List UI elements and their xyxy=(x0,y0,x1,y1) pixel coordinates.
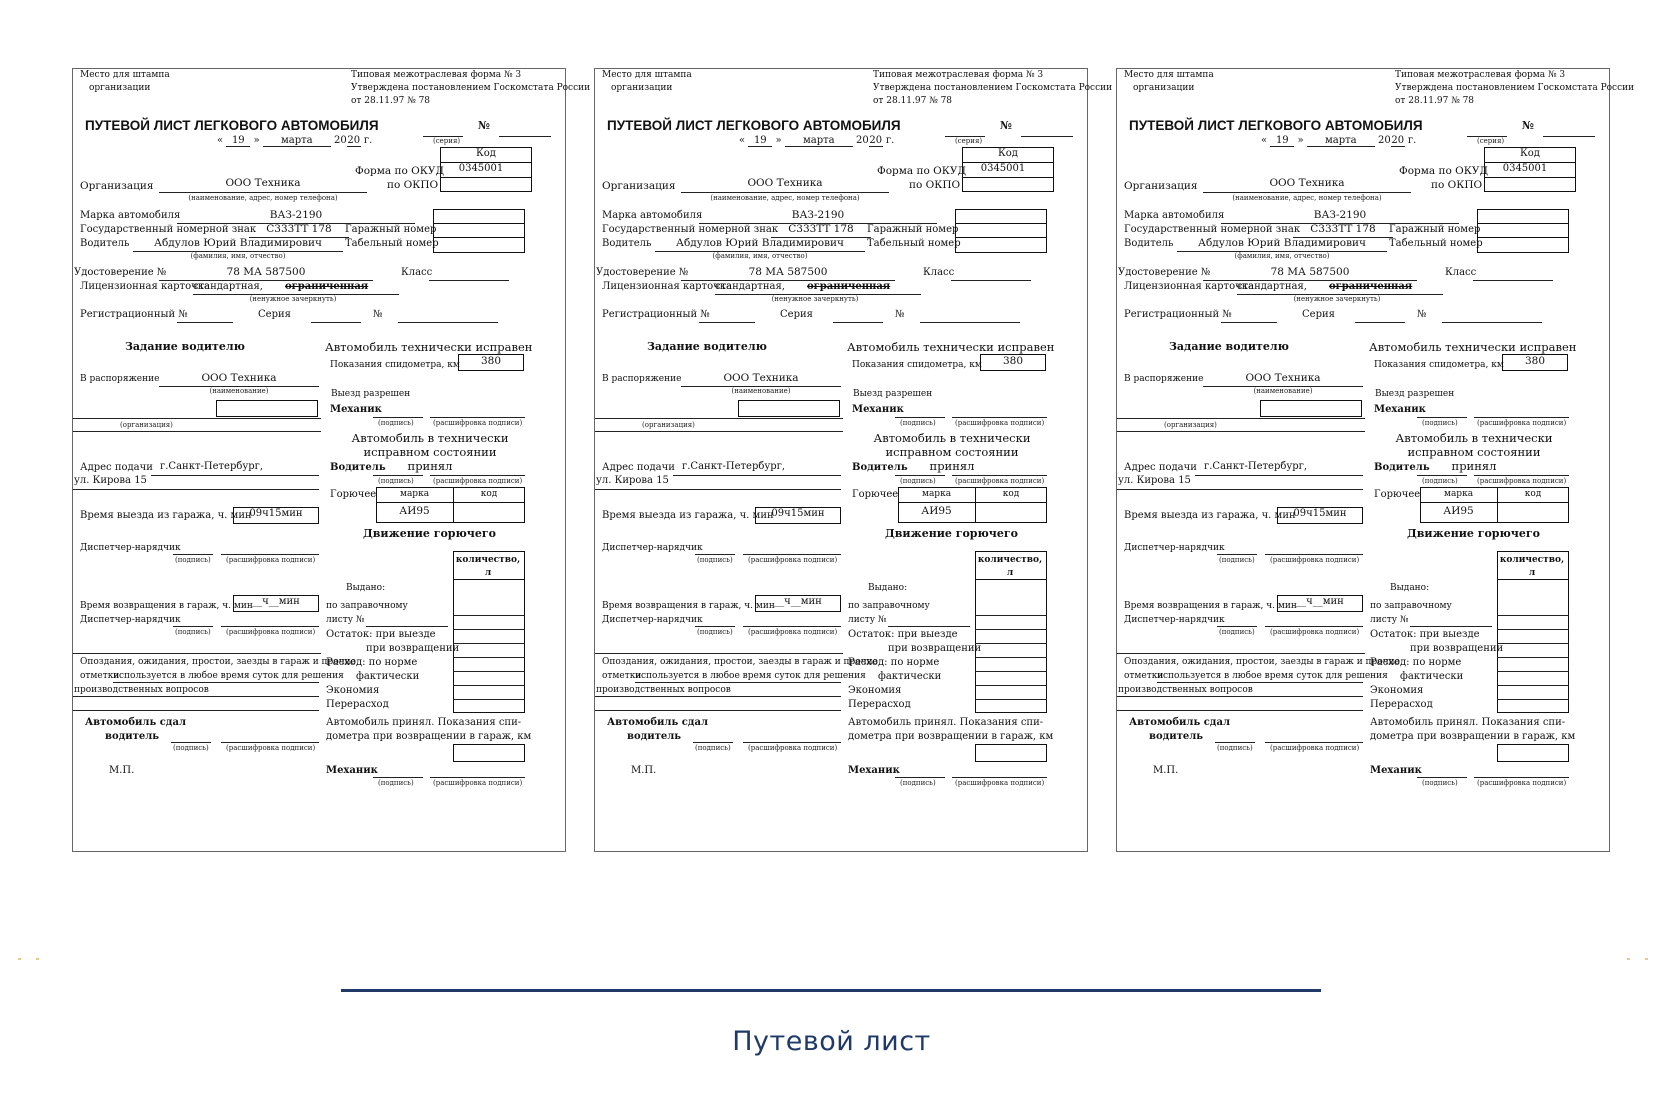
return-odometer-box xyxy=(1497,744,1569,762)
handed-driver-label: водитель xyxy=(105,731,160,742)
handed-label: Автомобиль сдал xyxy=(607,717,709,728)
fuel-label: Горючее xyxy=(330,489,377,500)
driver-label: Водитель xyxy=(602,238,652,249)
mechanic2-sign-decode-hint: (расшифровка подписи) xyxy=(1477,779,1567,787)
overrun-label: Перерасход xyxy=(848,699,911,710)
coupon-no-label: листу № xyxy=(1370,615,1409,625)
fuel-code-header: код xyxy=(480,489,498,499)
delays-value-2: производственных вопросов xyxy=(1118,685,1253,695)
strike-hint: (ненужное зачеркнуть) xyxy=(1293,295,1381,303)
mechanic2-sign-hint: (подпись) xyxy=(900,779,936,787)
by-coupon-label: по заправочному xyxy=(326,601,408,611)
consumption-label: Расход: по норме xyxy=(1370,657,1462,668)
mechanic-label: Механик xyxy=(852,404,904,415)
actual-label: фактически xyxy=(356,671,420,682)
mechanic2-sign-decode-hint: (расшифровка подписи) xyxy=(955,779,1045,787)
dispatcher-sign-decode-hint: (расшифровка подписи) xyxy=(1270,556,1360,564)
stamp-mp: М.П. xyxy=(109,765,135,776)
accepted-heading: Автомобиль в технически исправном состоянии принял xyxy=(873,431,1031,473)
dispatcher-sign-hint: (подпись) xyxy=(1219,556,1255,564)
strike-hint: (ненужное зачеркнуть) xyxy=(249,295,337,303)
car-codes-box xyxy=(1477,209,1569,253)
driver-label: Водитель xyxy=(80,238,130,249)
disposal-label: В распоряжение xyxy=(80,374,160,384)
disposal-box xyxy=(1260,400,1362,417)
dispatcher-sign-hint: (подпись) xyxy=(697,556,733,564)
disposal-value: ООО Техника xyxy=(201,372,277,384)
stamp-place: Место для штампа организации xyxy=(1124,70,1214,93)
org-hint-2: (организация) xyxy=(1164,421,1217,429)
lic-card-label: Лицензионная карточка xyxy=(80,281,210,292)
name-hint: (наименование) xyxy=(1253,387,1313,395)
fuel-brand-header: марка xyxy=(1443,489,1474,499)
org-label: Организация xyxy=(1124,180,1198,192)
driver-value: Абдулов Юрий Владимирович xyxy=(154,237,322,249)
exit-time-value: 09ч15мин xyxy=(249,508,303,519)
series-hint: (серия) xyxy=(1477,137,1505,145)
delays-label: Опоздания, ожидания, простои, заезды в гараж и прочие xyxy=(80,657,357,667)
mechanic-label-2: Механик xyxy=(1370,765,1422,776)
fuel-brand-header: марка xyxy=(921,489,952,499)
tech-ok-label: Автомобиль технически исправен xyxy=(1369,340,1577,354)
handed-sign-hint: (подпись) xyxy=(173,744,209,752)
exit-time-value: 09ч15мин xyxy=(1293,508,1347,519)
coupon-no-label: листу № xyxy=(848,615,887,625)
class-label: Класс xyxy=(1445,267,1477,278)
series-label: Серия xyxy=(1302,309,1335,320)
car-value: ВАЗ-2190 xyxy=(791,209,845,221)
overrun-label: Перерасход xyxy=(1370,699,1433,710)
overrun-label: Перерасход xyxy=(326,699,389,710)
car-label: Марка автомобиля xyxy=(80,210,181,221)
okud-value: 0345001 xyxy=(1502,163,1548,174)
fuel-brand-value: АИ95 xyxy=(921,505,952,517)
license-value: 78 МА 587500 xyxy=(1270,266,1350,278)
remain-label: Остаток: при выезде xyxy=(326,629,436,640)
delays-label: Опоздания, ожидания, простои, заезды в гараж и прочие xyxy=(1124,657,1401,667)
form-header-info: Типовая межотраслевая форма № 3 Утверждена постановлением Госкомстата России от 28.11.97 № 78 xyxy=(1395,70,1635,106)
edge-dot-right xyxy=(1645,958,1648,960)
disposal-label: В распоряжение xyxy=(1124,374,1204,384)
garage-number-label: Гаражный номер xyxy=(345,224,437,235)
org-label: Организация xyxy=(80,180,154,192)
coupon-no-label: листу № xyxy=(326,615,365,625)
odometer-value: 380 xyxy=(480,355,502,367)
exit-allowed-label: Выезд разрешен xyxy=(853,389,933,399)
lic-card-standard: стандартная, xyxy=(715,281,785,292)
driver-sign-hint: (подпись) xyxy=(378,477,414,485)
fuel-label: Горючее xyxy=(852,489,899,500)
issued-label: Выдано: xyxy=(346,583,386,593)
class-label: Класс xyxy=(923,267,955,278)
org-hint-2: (организация) xyxy=(642,421,695,429)
handed-sign-decode-hint: (расшифровка подписи) xyxy=(1270,744,1360,752)
dispatcher2-sign-hint: (подпись) xyxy=(175,628,211,636)
lic-card-limited: ограниченная xyxy=(1329,281,1413,292)
economy-label: Экономия xyxy=(848,685,902,696)
received-label-2: дометра при возвращении в гараж, км xyxy=(848,731,1054,742)
exit-time-label: Время выезда из гаража, ч. мин xyxy=(80,510,252,521)
by-coupon-label: по заправочному xyxy=(848,601,930,611)
return-time-value: __ч__мин xyxy=(252,596,300,607)
dispatcher-label-2: Диспетчер-нарядчик xyxy=(1124,615,1225,625)
driver-value: Абдулов Юрий Владимирович xyxy=(676,237,844,249)
odometer-label: Показания спидометра, км xyxy=(330,360,460,370)
car-label: Марка автомобиля xyxy=(1124,210,1225,221)
return-time-label: Время возвращения в гараж, ч. мин xyxy=(80,601,253,611)
odometer-value: 380 xyxy=(1002,355,1024,367)
driver-sig-label: Водитель xyxy=(852,462,908,473)
fio-hint: (фамилия, имя, отчество) xyxy=(712,252,808,260)
tech-ok-label: Автомобиль технически исправен xyxy=(847,340,1055,354)
handed-sign-hint: (подпись) xyxy=(695,744,731,752)
car-codes-box xyxy=(433,209,525,253)
handed-driver-label: водитель xyxy=(627,731,682,742)
received-label: Автомобиль принял. Показания спи- xyxy=(326,717,522,728)
return-time-value: __ч__мин xyxy=(774,596,822,607)
received-label-2: дометра при возвращении в гараж, км xyxy=(1370,731,1576,742)
fuel-code-header: код xyxy=(1524,489,1542,499)
series-label: Серия xyxy=(258,309,291,320)
received-label-2: дометра при возвращении в гараж, км xyxy=(326,731,532,742)
license-label: Удостоверение № xyxy=(1118,267,1211,278)
stamp-place: Место для штампа организации xyxy=(80,70,170,93)
fio-hint: (фамилия, имя, отчество) xyxy=(1234,252,1330,260)
org-label: Организация xyxy=(602,180,676,192)
fuel-movement-heading: Движение горючего xyxy=(885,527,1018,540)
exit-allowed-label: Выезд разрешен xyxy=(331,389,411,399)
form-title: ПУТЕВОЙ ЛИСТ ЛЕГКОВОГО АВТОМОБИЛЯ xyxy=(85,118,379,133)
dispatcher2-sign-decode-hint: (расшифровка подписи) xyxy=(1270,628,1360,636)
form-date: « 19 » марта 2020 г. xyxy=(217,135,373,146)
issued-label: Выдано: xyxy=(1390,583,1430,593)
dispatcher2-sign-decode-hint: (расшифровка подписи) xyxy=(226,628,316,636)
tab-number-label: Табельный номер xyxy=(867,238,961,249)
okud-value: 0345001 xyxy=(980,163,1026,174)
disposal-box xyxy=(216,400,318,417)
edge-dot-left xyxy=(36,958,39,960)
received-label: Автомобиль принял. Показания спи- xyxy=(848,717,1044,728)
fuel-brand-value: АИ95 xyxy=(1443,505,1474,517)
consumption-label: Расход: по норме xyxy=(326,657,418,668)
plate-value: С333ТТ 178 xyxy=(788,223,854,235)
by-coupon-label: по заправочному xyxy=(1370,601,1452,611)
handed-sign-hint: (подпись) xyxy=(1217,744,1253,752)
fuel-movement-heading: Движение горючего xyxy=(363,527,496,540)
okud-value: 0345001 xyxy=(458,163,504,174)
form-title: ПУТЕВОЙ ЛИСТ ЛЕГКОВОГО АВТОМОБИЛЯ xyxy=(1129,118,1423,133)
address-label: Адрес подачи xyxy=(602,462,675,473)
exit-allowed-label: Выезд разрешен xyxy=(1375,389,1455,399)
address-value: г.Санкт-Петербург, xyxy=(1204,461,1308,472)
waybill-form xyxy=(594,68,1113,852)
fio-hint: (фамилия, имя, отчество) xyxy=(190,252,286,260)
dispatcher-sign-decode-hint: (расшифровка подписи) xyxy=(226,556,316,564)
form-date: « 19 » марта 2020 г. xyxy=(1261,135,1417,146)
odometer-label: Показания спидометра, км xyxy=(852,360,982,370)
address-value: г.Санкт-Петербург, xyxy=(682,461,786,472)
tab-number-label: Табельный номер xyxy=(345,238,439,249)
mechanic-sign-hint: (подпись) xyxy=(900,419,936,427)
okpo-label: по ОКПО xyxy=(387,179,439,191)
garage-number-label: Гаражный номер xyxy=(1389,224,1481,235)
odometer-value: 380 xyxy=(1524,355,1546,367)
number-sign: № xyxy=(1000,119,1012,132)
name-hint: (наименование) xyxy=(731,387,791,395)
delays-value-2: производственных вопросов xyxy=(74,685,209,695)
dispatcher2-sign-hint: (подпись) xyxy=(697,628,733,636)
dispatcher-label: Диспетчер-нарядчик xyxy=(80,543,181,553)
plate-label: Государственный номерной знак xyxy=(80,224,257,235)
car-codes-box xyxy=(955,209,1047,253)
series-hint: (серия) xyxy=(955,137,983,145)
code-header: Код xyxy=(1520,148,1540,159)
handed-driver-label: водитель xyxy=(1149,731,1204,742)
waybill-form xyxy=(1116,68,1635,852)
exit-time-label: Время выезда из гаража, ч. мин xyxy=(1124,510,1296,521)
org-hint-2: (организация) xyxy=(120,421,173,429)
economy-label: Экономия xyxy=(326,685,380,696)
driver-sig-label: Водитель xyxy=(1374,462,1430,473)
form-header-info: Типовая межотраслевая форма № 3 Утверждена постановлением Госкомстата России от 28.11.97 № 78 xyxy=(351,70,591,106)
lic-card-label: Лицензионная карточка xyxy=(1124,281,1254,292)
driver-sign-decode-hint: (расшифровка подписи) xyxy=(1477,477,1567,485)
handed-sign-decode-hint: (расшифровка подписи) xyxy=(748,744,838,752)
name-hint: (наименование) xyxy=(209,387,269,395)
quantity-header: количество, л xyxy=(455,555,521,578)
dispatcher-label-2: Диспетчер-нарядчик xyxy=(80,615,181,625)
delays-value: используется в любое время суток для решения xyxy=(1157,671,1388,681)
org-value: ООО Техника xyxy=(1269,177,1345,189)
disposal-value: ООО Техника xyxy=(723,372,799,384)
handed-label: Автомобиль сдал xyxy=(1129,717,1231,728)
org-hint: (наименование, адрес, номер телефона) xyxy=(710,194,860,202)
tech-ok-label: Автомобиль технически исправен xyxy=(325,340,533,354)
accepted-heading: Автомобиль в технически исправном состоянии принял xyxy=(351,431,509,473)
org-value: ООО Техника xyxy=(225,177,301,189)
mechanic2-sign-hint: (подпись) xyxy=(1422,779,1458,787)
disposal-value: ООО Техника xyxy=(1245,372,1321,384)
mechanic2-sign-hint: (подпись) xyxy=(378,779,414,787)
delays-label: Опоздания, ожидания, простои, заезды в гараж и прочие xyxy=(602,657,879,667)
plate-label: Государственный номерной знак xyxy=(602,224,779,235)
edge-dot-left xyxy=(18,958,21,960)
stamp-mp: М.П. xyxy=(631,765,657,776)
org-hint: (наименование, адрес, номер телефона) xyxy=(188,194,338,202)
car-label: Марка автомобиля xyxy=(602,210,703,221)
driver-sign-decode-hint: (расшифровка подписи) xyxy=(955,477,1045,485)
code-header: Код xyxy=(998,148,1018,159)
car-value: ВАЗ-2190 xyxy=(269,209,323,221)
okud-label: Форма по ОКУД xyxy=(877,165,967,177)
return-time-label: Время возвращения в гараж, ч. мин xyxy=(1124,601,1297,611)
form-header-info: Типовая межотраслевая форма № 3 Утверждена постановлением Госкомстата России от 28.11.97 № 78 xyxy=(873,70,1113,106)
remain-label: Остаток: при выезде xyxy=(1370,629,1480,640)
stamp-mp: М.П. xyxy=(1153,765,1179,776)
return-odometer-box xyxy=(453,744,525,762)
strike-hint: (ненужное зачеркнуть) xyxy=(771,295,859,303)
delays-marks: отметки xyxy=(602,671,642,681)
actual-label: фактически xyxy=(1400,671,1464,682)
series-label: Серия xyxy=(780,309,813,320)
address-label: Адрес подачи xyxy=(80,462,153,473)
okud-label: Форма по ОКУД xyxy=(1399,165,1489,177)
consumption-label: Расход: по норме xyxy=(848,657,940,668)
driver-sign-hint: (подпись) xyxy=(1422,477,1458,485)
mechanic-sign-hint: (подпись) xyxy=(378,419,414,427)
fuel-brand-header: марка xyxy=(399,489,430,499)
car-value: ВАЗ-2190 xyxy=(1313,209,1367,221)
address-label: Адрес подачи xyxy=(1124,462,1197,473)
reg-no-label: № xyxy=(895,309,905,320)
mechanic-sign-decode-hint: (расшифровка подписи) xyxy=(955,419,1045,427)
lic-card-standard: стандартная, xyxy=(1237,281,1307,292)
caption-divider xyxy=(341,989,1321,992)
quantity-header: количество, л xyxy=(1499,555,1565,578)
okpo-label: по ОКПО xyxy=(1431,179,1483,191)
plate-label: Государственный номерной знак xyxy=(1124,224,1301,235)
address-value-2: ул. Кирова 15 xyxy=(1118,475,1191,486)
reg-label: Регистрационный № xyxy=(80,309,188,320)
plate-value: С333ТТ 178 xyxy=(1310,223,1376,235)
remain-return-label: при возвращении xyxy=(366,643,460,654)
fuel-label: Горючее xyxy=(1374,489,1421,500)
waybill-form xyxy=(72,68,591,852)
dispatcher-label-2: Диспетчер-нарядчик xyxy=(602,615,703,625)
fuel-code-header: код xyxy=(1002,489,1020,499)
license-label: Удостоверение № xyxy=(596,267,689,278)
form-date: « 19 » марта 2020 г. xyxy=(739,135,895,146)
license-value: 78 МА 587500 xyxy=(226,266,306,278)
okpo-label: по ОКПО xyxy=(909,179,961,191)
handed-label: Автомобиль сдал xyxy=(85,717,187,728)
reg-label: Регистрационный № xyxy=(602,309,710,320)
task-heading: Задание водителю xyxy=(125,340,245,353)
disposal-label: В распоряжение xyxy=(602,374,682,384)
lic-card-standard: стандартная, xyxy=(193,281,263,292)
address-value-2: ул. Кирова 15 xyxy=(74,475,147,486)
mechanic-label: Механик xyxy=(330,404,382,415)
delays-value: используется в любое время суток для решения xyxy=(635,671,866,681)
fuel-movement-heading: Движение горючего xyxy=(1407,527,1540,540)
stamp-place: Место для штампа организации xyxy=(602,70,692,93)
return-odometer-box xyxy=(975,744,1047,762)
mechanic2-sign-decode-hint: (расшифровка подписи) xyxy=(433,779,523,787)
okud-label: Форма по ОКУД xyxy=(355,165,445,177)
remain-return-label: при возвращении xyxy=(1410,643,1504,654)
handed-sign-decode-hint: (расшифровка подписи) xyxy=(226,744,316,752)
reg-no-label: № xyxy=(1417,309,1427,320)
driver-value: Абдулов Юрий Владимирович xyxy=(1198,237,1366,249)
number-sign: № xyxy=(1522,119,1534,132)
dispatcher-sign-decode-hint: (расшифровка подписи) xyxy=(748,556,838,564)
return-time-label: Время возвращения в гараж, ч. мин xyxy=(602,601,775,611)
dispatcher-label: Диспетчер-нарядчик xyxy=(602,543,703,553)
delays-marks: отметки xyxy=(80,671,120,681)
delays-value-2: производственных вопросов xyxy=(596,685,731,695)
remain-label: Остаток: при выезде xyxy=(848,629,958,640)
return-time-value: __ч__мин xyxy=(1296,596,1344,607)
org-hint: (наименование, адрес, номер телефона) xyxy=(1232,194,1382,202)
lic-card-limited: ограниченная xyxy=(807,281,891,292)
received-label: Автомобиль принял. Показания спи- xyxy=(1370,717,1566,728)
dispatcher2-sign-decode-hint: (расшифровка подписи) xyxy=(748,628,838,636)
reg-label: Регистрационный № xyxy=(1124,309,1232,320)
mechanic-label: Механик xyxy=(1374,404,1426,415)
dispatcher-label: Диспетчер-нарядчик xyxy=(1124,543,1225,553)
odometer-label: Показания спидометра, км xyxy=(1374,360,1504,370)
delays-value: используется в любое время суток для решения xyxy=(113,671,344,681)
page-caption: Путевой лист xyxy=(732,1026,931,1057)
disposal-box xyxy=(738,400,840,417)
reg-no-label: № xyxy=(373,309,383,320)
economy-label: Экономия xyxy=(1370,685,1424,696)
remain-return-label: при возвращении xyxy=(888,643,982,654)
plate-value: С333ТТ 178 xyxy=(266,223,332,235)
driver-sign-decode-hint: (расшифровка подписи) xyxy=(433,477,523,485)
delays-marks: отметки xyxy=(1124,671,1164,681)
mechanic-sign-decode-hint: (расшифровка подписи) xyxy=(1477,419,1567,427)
form-title: ПУТЕВОЙ ЛИСТ ЛЕГКОВОГО АВТОМОБИЛЯ xyxy=(607,118,901,133)
accepted-heading: Автомобиль в технически исправном состоянии принял xyxy=(1395,431,1553,473)
task-heading: Задание водителю xyxy=(1169,340,1289,353)
lic-card-label: Лицензионная карточка xyxy=(602,281,732,292)
driver-sig-label: Водитель xyxy=(330,462,386,473)
license-label: Удостоверение № xyxy=(74,267,167,278)
quantity-header: количество, л xyxy=(977,555,1043,578)
mechanic-label-2: Механик xyxy=(326,765,378,776)
dispatcher-sign-hint: (подпись) xyxy=(175,556,211,564)
dispatcher2-sign-hint: (подпись) xyxy=(1219,628,1255,636)
address-value-2: ул. Кирова 15 xyxy=(596,475,669,486)
mechanic-sign-hint: (подпись) xyxy=(1422,419,1458,427)
address-value: г.Санкт-Петербург, xyxy=(160,461,264,472)
number-sign: № xyxy=(478,119,490,132)
class-label: Класс xyxy=(401,267,433,278)
mechanic-sign-decode-hint: (расшифровка подписи) xyxy=(433,419,523,427)
code-header: Код xyxy=(476,148,496,159)
actual-label: фактически xyxy=(878,671,942,682)
edge-dot-right xyxy=(1627,958,1630,960)
tab-number-label: Табельный номер xyxy=(1389,238,1483,249)
task-heading: Задание водителю xyxy=(647,340,767,353)
driver-sign-hint: (подпись) xyxy=(900,477,936,485)
fuel-brand-value: АИ95 xyxy=(399,505,430,517)
exit-time-label: Время выезда из гаража, ч. мин xyxy=(602,510,774,521)
driver-label: Водитель xyxy=(1124,238,1174,249)
mechanic-label-2: Механик xyxy=(848,765,900,776)
garage-number-label: Гаражный номер xyxy=(867,224,959,235)
lic-card-limited: ограниченная xyxy=(285,281,369,292)
series-hint: (серия) xyxy=(433,137,461,145)
license-value: 78 МА 587500 xyxy=(748,266,828,278)
org-value: ООО Техника xyxy=(747,177,823,189)
exit-time-value: 09ч15мин xyxy=(771,508,825,519)
issued-label: Выдано: xyxy=(868,583,908,593)
